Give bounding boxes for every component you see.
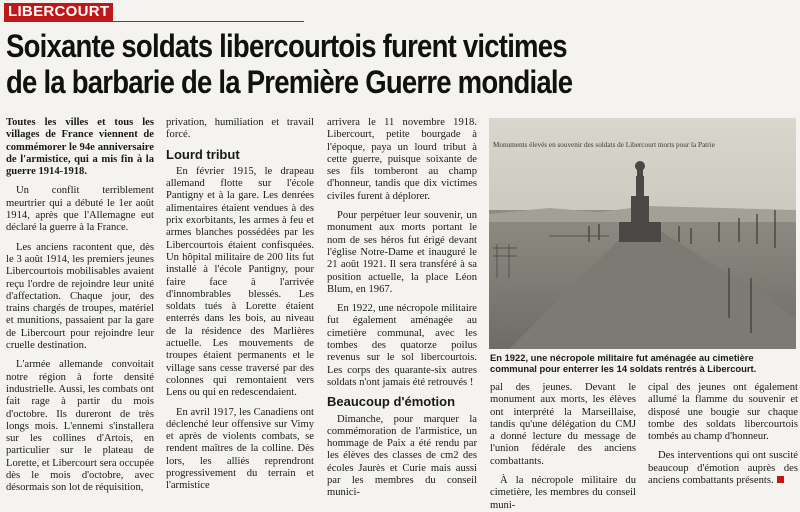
closing-text: Des interventions qui ont suscité beaucoup d'émotion auprès des anciens combattants présents. [648, 450, 798, 487]
paragraph: En avril 1917, les Canadiens ont déclenché leur offensive sur Vimy et après de violents combats, se rendent maîtres de la colline. Dès lors, les alliés reprendront progressivement du terrain et l'armistice [166, 406, 314, 492]
end-mark-icon [777, 476, 784, 483]
paragraph: privation, humiliation et travail forcé. [166, 117, 314, 141]
subheading-lourd-tribut: Lourd tribut [166, 146, 240, 162]
paragraph: Pour perpétuer leur souvenir, un monument aux morts portant le nom de ses héros fut érigé devant l'église Notre-Dame et inauguré le 21 août 1921. Il sera transféré à sa position actuelle, la place Léon Blum, en 1967. [327, 210, 477, 295]
paragraph: En février 1915, le drapeau allemand flotte sur l'école Pantigny et à la gare. Les denrées alimentaires étaient vendues à des prix exorbitants, les armes à feu et armes blanches possédées par les Libercourtois étaient confisquées. Un hôpital militaire de 200 lits fut installé à l'école Pantigny, pour faire face à l'arrivée d'innombrables blessés. Les soldats tués à Lorette étaient enterrés dans les bois, au niveau de la résidence des Marlières actuelle. Les mouvements de troupes étaient permanents et le village sans cesse traversé par des colonnes qui remontaient vers Lens ou qui en redescendaient. [166, 165, 314, 399]
headline-line-2: de la barbarie de la Première Guerre mondiale [6, 64, 573, 100]
article-column-1 [6, 117, 154, 494]
paragraph: arrivera le 11 novembre 1918. Libercourt, petite bourgade à l'époque, paya un lourd tribut à cette guerre, puisque soixante de ses fils tomberont au champ d'honneur, tandis que dix victimes civiles furent à déplorer. [327, 117, 477, 202]
article-column-3 [327, 117, 477, 499]
paragraph: Un conflit terriblement meurtrier qui a débuté le 1er août 1914, après que l'Allemagne eut déclaré la guerre à la France. [6, 185, 154, 234]
paragraph: En 1922, une nécropole militaire fut également aménagée au cimetière communal, avec les tombes des quatorze poilus revenus sur le sol libercourtois. Les corps des quarante-six autres soldats n'ont jamais été retrouvés ! [327, 303, 477, 388]
article-column-5 [648, 382, 798, 487]
memorial-photo [489, 118, 796, 349]
paragraph: L'armée allemande convoitait notre région à forte densité industrielle. Aussi, les combats ont fait rage à partir du mois d'octobre. Ils dureront de très longs mois. L'ennemi s'installera sur les collines d'Artois, en particulier sur le plateau de Lorette, et Libercourt sera occupée dès le mois d'octobre, avec désormais son lot de réquisition, [6, 359, 154, 494]
article-column-2 [166, 117, 314, 492]
memorial-photo-drawing [489, 118, 796, 349]
paragraph [648, 450, 798, 487]
subheading-beaucoup-emotion: Beaucoup d'émotion [327, 394, 456, 410]
paragraph: Les anciens racontent que, dès le 3 août 1914, les premiers jeunes Libercourtois mobilisables avaient reçu l'ordre de rejoindre leur unité d'affectation. Chaque jour, des trains chargés de troupes, matériel et munitions, passaient par la gare de Libercourt pour rejoindre leur cruelle destination. [6, 241, 154, 352]
paragraph: À la nécropole militaire du cimetière, les membres du conseil muni- [490, 475, 636, 511]
article-lead: Toutes les villes et tous les villages de France viennent de commémorer le 94e anniversaire de l'armistice, qui a mis fin à la guerre 1914-1918. [6, 117, 154, 178]
photo-caption: En 1922, une nécropole militaire fut aménagée au cimetière communal pour enterrer les 14 soldats rentrés à Libercourt. [490, 352, 757, 374]
photo-inscription: Monuments élevés en souvenir des soldats de Libercourt morts pour la Patrie [493, 141, 715, 149]
paragraph: Dimanche, pour marquer la commémoration de l'armistice, un hommage de Paix a été rendu par les élèves des classes de cm2 des écoles Jaurès et Curie mais aussi par les membres du conseil munici- [327, 413, 477, 499]
headline [6, 28, 677, 100]
section-label: LIBERCOURT [4, 3, 113, 21]
paragraph: pal des jeunes. Devant le monument aux morts, les élèves ont interprété la Marseillaise, tandis qu'une délégation du CMJ a donné lecture du message de l'union fédérale des anciens combattants. [490, 382, 636, 467]
paragraph: cipal des jeunes ont également allumé la flamme du souvenir et disposé une bougie sur chaque tombe des soldats libercourtois tombés au champ d'honneur. [648, 382, 798, 443]
article-column-4 [490, 382, 636, 511]
section-rule [4, 21, 304, 22]
headline-line-1: Soixante soldats libercourtois furent victimes [6, 28, 567, 64]
